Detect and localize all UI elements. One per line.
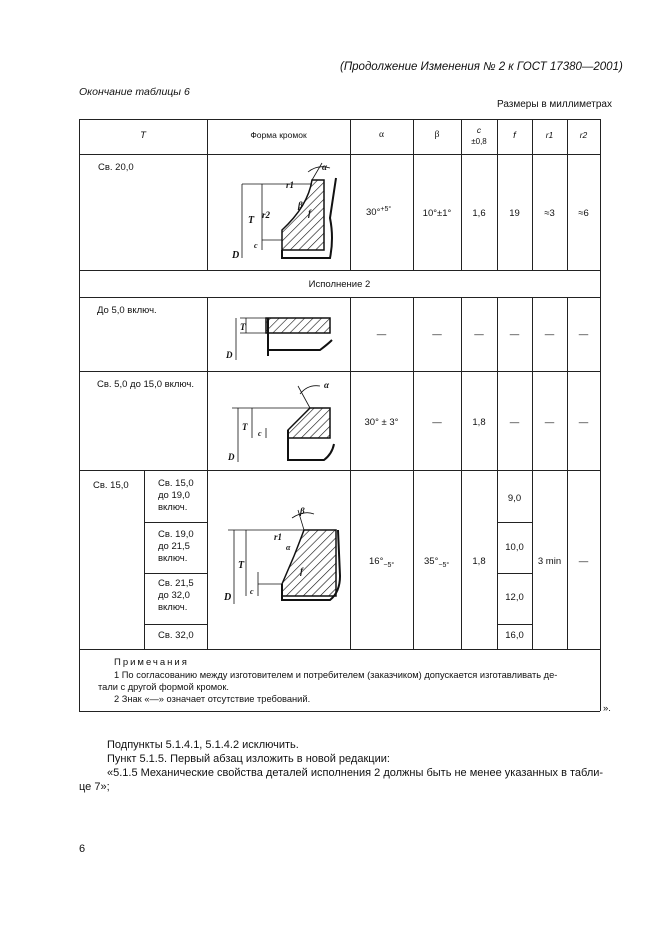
diag4-r1-label: r1 <box>274 532 283 542</box>
diag4-alpha-label: α <box>286 543 291 552</box>
row4-f3: 12,0 <box>505 592 524 603</box>
row4-sub3: Св. 21,5 до 32,0 включ. <box>158 578 194 613</box>
row2-r2: — <box>578 329 589 340</box>
section-ispolnenie-2: Исполнение 2 <box>308 279 371 290</box>
row2-t: До 5,0 включ. <box>97 305 157 316</box>
diag1-r1-label: r1 <box>286 180 295 190</box>
row4-f4: 16,0 <box>505 630 524 641</box>
row4-alpha: $16^\circ_{-5^\circ}$ <box>369 556 395 569</box>
row3-t: Св. 5,0 до 15,0 включ. <box>97 379 194 390</box>
diag4-c-label: c <box>250 587 254 596</box>
row2-c: — <box>474 329 484 340</box>
row4-r1: 3 min <box>537 556 562 567</box>
notes-title: Примечания <box>114 657 189 668</box>
page-number: 6 <box>79 843 86 855</box>
row4-c: 1,8 <box>472 556 486 567</box>
diag1-D-label: D <box>232 250 240 261</box>
row1-beta: 10°±1° <box>422 208 452 219</box>
row1-f: 19 <box>509 208 520 219</box>
row2-r1: — <box>544 329 555 340</box>
row3-alpha: 30° ± 3° <box>364 417 399 428</box>
row1-r1: ≈3 <box>544 208 555 219</box>
row4-sub4: Св. 32,0 <box>158 630 194 641</box>
para-3a: «5.1.5 Механические свойства деталей исполнения 2 должны быть не менее указанных в табли- <box>107 767 604 779</box>
row1-r2: ≈6 <box>578 208 589 219</box>
diag1-r2-label: r2 <box>262 210 271 220</box>
row2-alpha: — <box>376 329 387 340</box>
col-header-t: T <box>140 130 146 141</box>
row4-f1: 9,0 <box>507 493 522 504</box>
edge-diagram-4 <box>212 500 346 618</box>
diag3-T-label: T <box>242 422 248 432</box>
col-header-beta: β <box>434 130 440 140</box>
col-header-alpha: α <box>379 130 384 140</box>
diag4-f-label: f <box>300 566 303 576</box>
para-2: Пункт 5.1.5. Первый абзац изложить в новой редакции: <box>107 753 390 765</box>
para-3b: це 7»; <box>79 781 110 793</box>
diag1-f-label: f <box>308 208 311 218</box>
row3-beta: — <box>432 417 442 428</box>
row4-f2: 10,0 <box>505 542 524 553</box>
col-header-f: f <box>513 130 516 141</box>
row1-c: 1,6 <box>472 208 486 219</box>
diag1-T-label: T <box>248 215 255 226</box>
diag2-T-label: T <box>240 322 246 332</box>
row4-beta: $35^\circ_{-5^\circ}$ <box>424 556 450 569</box>
row3-f: — <box>509 417 520 428</box>
edge-diagram-3 <box>212 374 346 468</box>
table-end-label: Окончание таблицы 6 <box>79 86 190 98</box>
diag1-beta-label: β <box>298 200 303 210</box>
row2-f: — <box>509 329 520 340</box>
diag4-beta-label: β <box>300 506 305 516</box>
row1-alpha: 30°$^{+5^\circ}$ <box>366 206 392 219</box>
row4-sub1: Св. 15,0 до 19,0 включ. <box>158 478 194 513</box>
col-header-c-tol: ±0,8 <box>471 137 487 146</box>
diag1-alpha-label: α <box>322 162 327 172</box>
note-1a: 1 По согласованию между изготовителем и потребителем (заказчиком) допускается изготавливать де- <box>114 670 558 680</box>
continuation-header: (Продолжение Изменения № 2 к ГОСТ 17380—2001) <box>340 61 623 73</box>
edge-diagram-1 <box>212 158 346 268</box>
diag4-T-label: T <box>238 560 245 571</box>
note-1b: тали с другой формой кромок. <box>98 682 229 692</box>
col-header-c: c <box>476 125 482 135</box>
row1-t: Св. 20,0 <box>98 162 134 173</box>
col-header-r2: r2 <box>579 130 588 140</box>
units-label: Размеры в миллиметрах <box>497 99 612 110</box>
row4-t: Св. 15,0 <box>93 480 129 491</box>
row4-sub2: Св. 19,0 до 21,5 включ. <box>158 529 194 564</box>
diag4-D-label: D <box>224 592 232 603</box>
row2-beta: — <box>432 329 442 340</box>
diag2-D-label: D <box>226 350 233 360</box>
diag3-alpha-label: α <box>324 380 329 390</box>
diag3-c-label: c <box>258 429 262 438</box>
col-header-r1: r1 <box>545 130 554 140</box>
row3-r2: — <box>578 417 589 428</box>
para-1: Подпункты 5.1.4.1, 5.1.4.2 исключить. <box>107 739 299 751</box>
diag1-c-label: c <box>254 241 258 250</box>
col-header-forma: Форма кромок <box>250 130 307 140</box>
note-2: 2 Знак «—» означает отсутствие требований. <box>114 694 311 704</box>
row4-r2: — <box>578 556 589 567</box>
edge-diagram-2 <box>212 300 346 368</box>
row3-r1: — <box>544 417 555 428</box>
diag3-D-label: D <box>228 452 235 462</box>
quote-close: ». <box>603 703 611 714</box>
row3-c: 1,8 <box>472 417 486 428</box>
